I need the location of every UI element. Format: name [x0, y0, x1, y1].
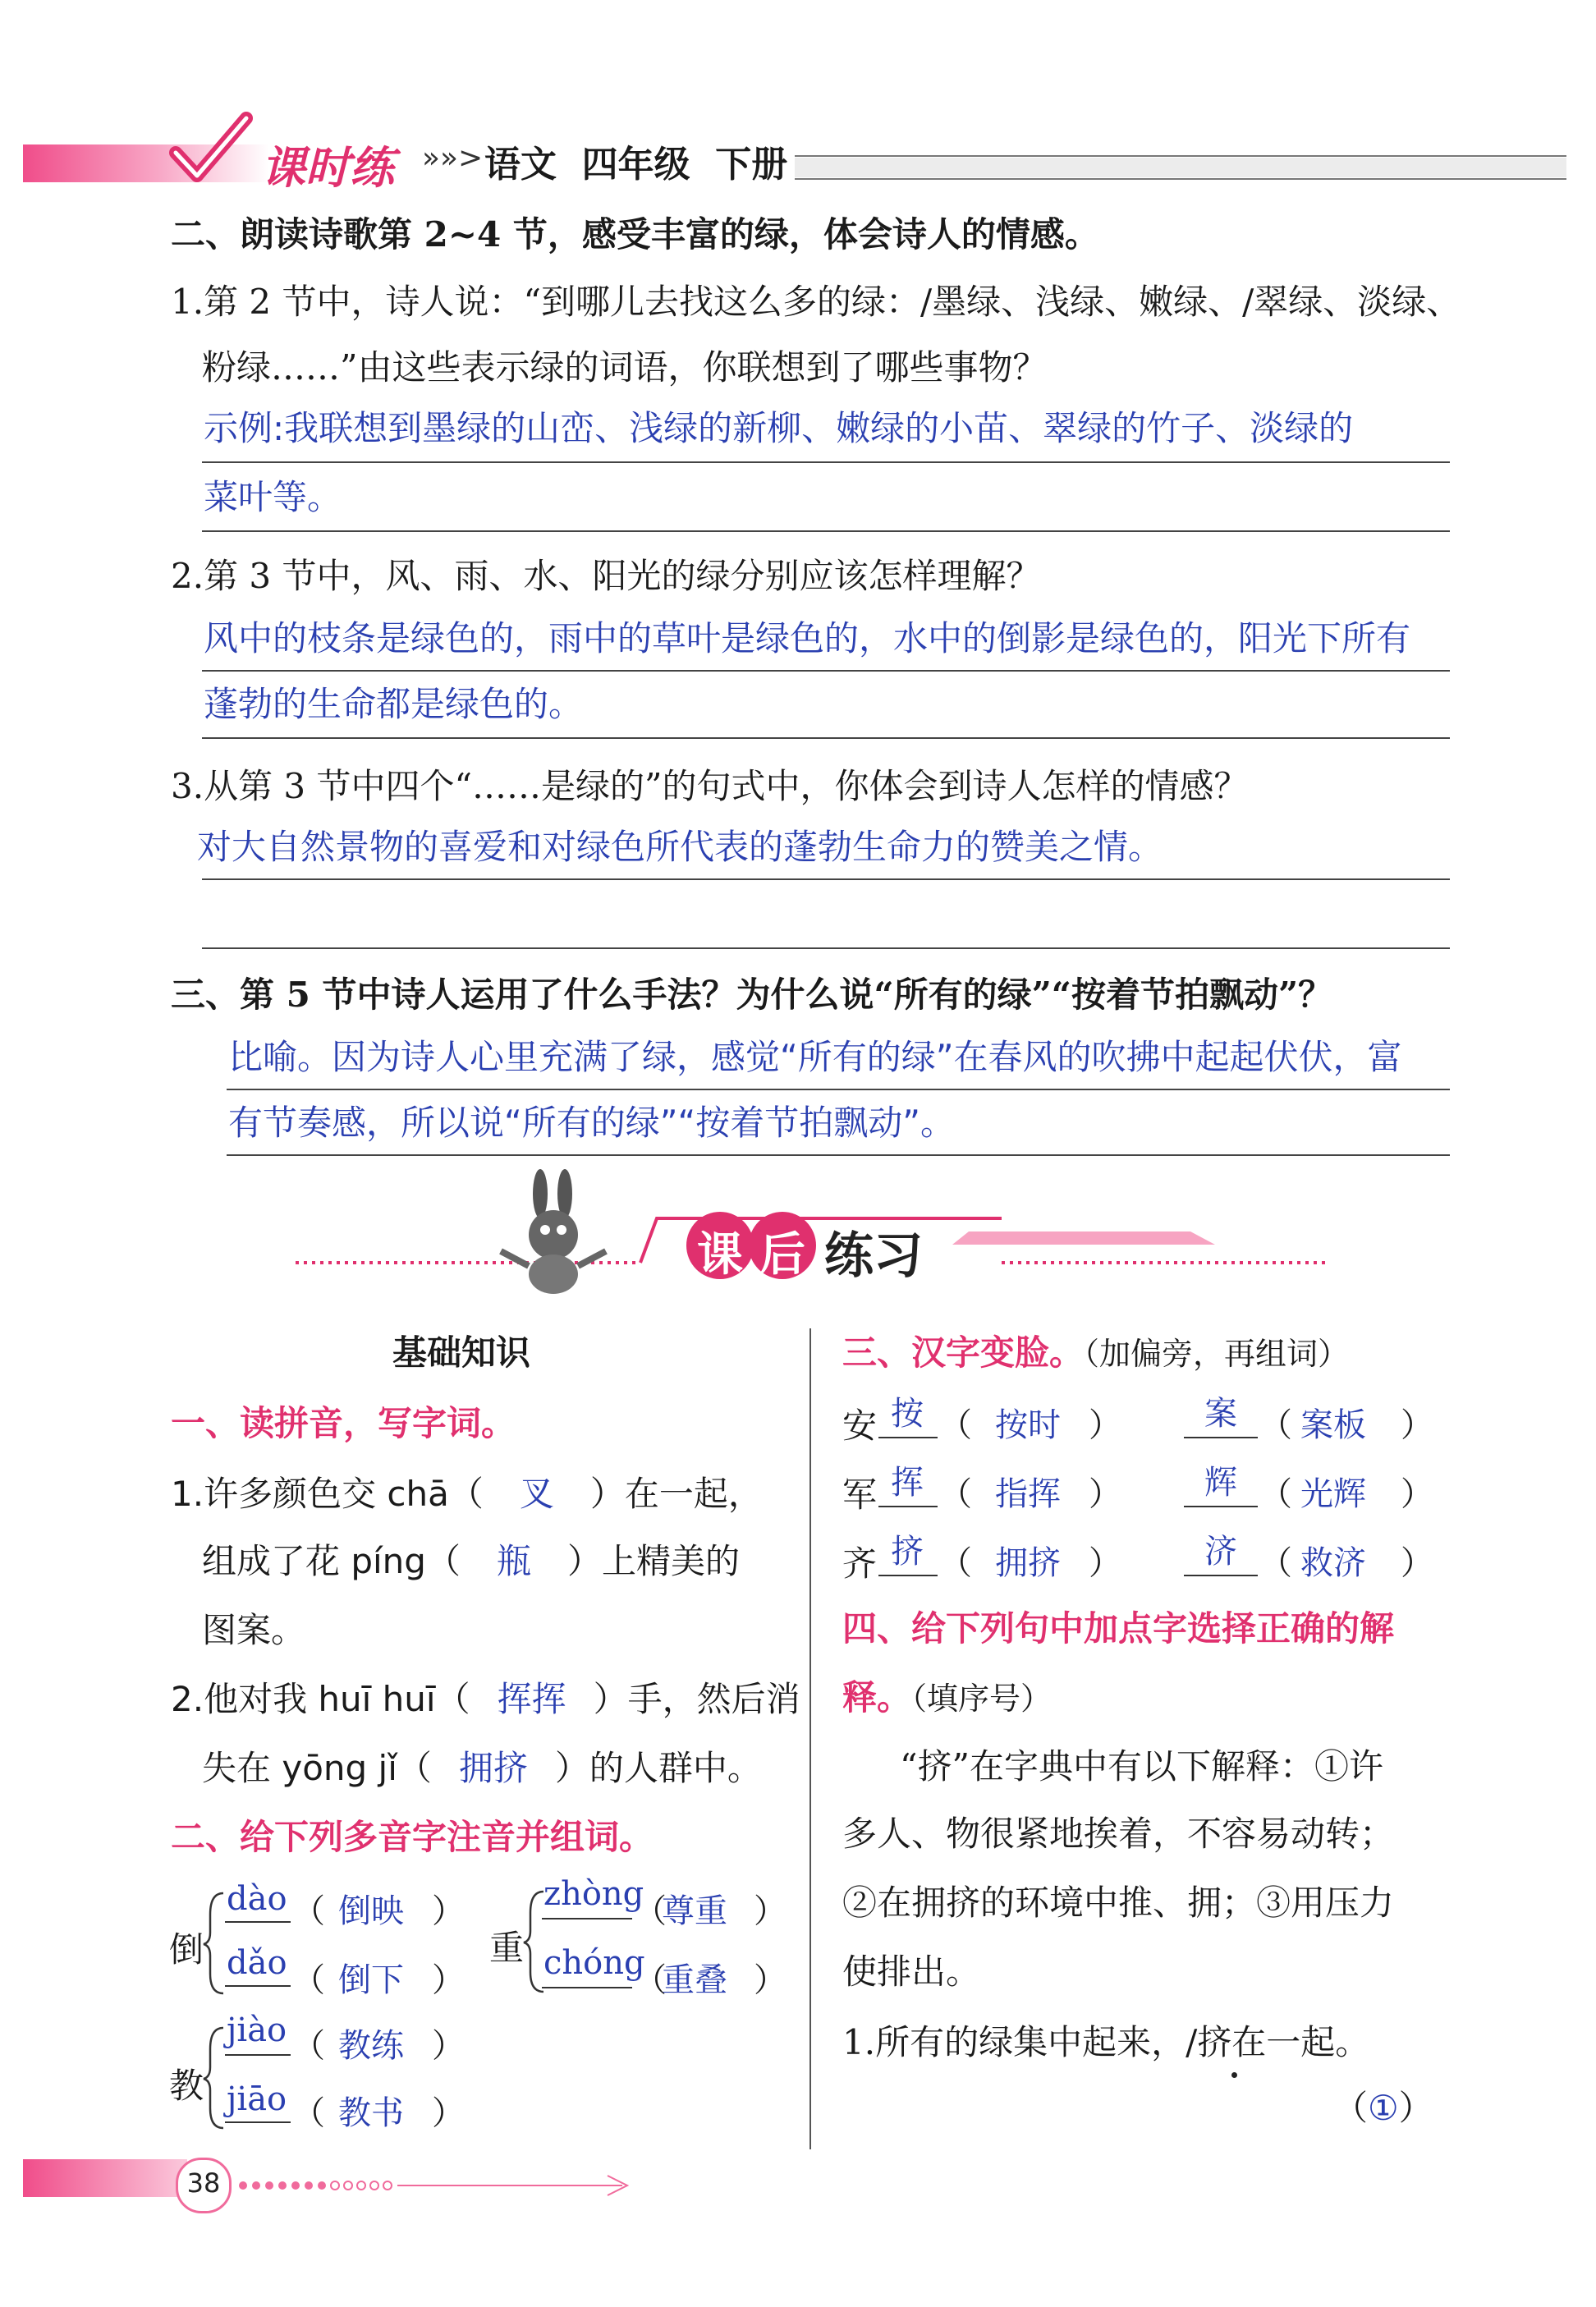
section2-q1-line2: 粉绿……”由这些表示绿的词语，你联想到了哪些事物？	[202, 347, 1048, 388]
fill-word: 拥挤	[995, 1544, 1061, 1582]
paren: ）	[1089, 1544, 1121, 1582]
header-brand: 课时练	[261, 142, 394, 194]
right-q1-answer: ①	[1368, 2088, 1399, 2128]
paren: （	[634, 1961, 667, 1999]
poly-pinyin: dào	[227, 1880, 287, 1918]
base-char: 安	[842, 1406, 878, 1446]
paren: （	[292, 1961, 325, 1999]
answer-line	[227, 1089, 1450, 1090]
paren: （	[939, 1544, 972, 1582]
section2-a1-line1: 示例:我联想到墨绿的山峦、浅绿的新柳、嫩绿的小苗、翠绿的竹子、淡绿的	[204, 408, 1354, 448]
section3-title: 三、第 5 节中诗人运用了什么手法？为什么说“所有的绿”“按着节拍飘动”？	[171, 975, 1333, 1015]
paren: （	[634, 1892, 667, 1930]
paren: （	[292, 1892, 325, 1930]
paren: ）	[754, 1892, 787, 1930]
paren: （	[1259, 1544, 1292, 1582]
right-def-line1: “挤”在字典中有以下解释：①许	[900, 1746, 1383, 1786]
section2-q2: 2.第 3 节中，风、雨、水、阳光的绿分别应该怎样理解？	[171, 556, 1041, 596]
section2-a1-line2: 菜叶等。	[204, 477, 342, 517]
q2-text: 失在 yōng jǐ（	[202, 1748, 432, 1788]
paren: （	[1259, 1406, 1292, 1444]
fill-word: 案板	[1300, 1406, 1366, 1444]
column-divider	[809, 1328, 811, 2149]
paren: （	[1333, 2088, 1369, 2128]
fill-word: 光辉	[1300, 1475, 1366, 1513]
poly-word: 教练	[338, 2027, 404, 2065]
polyphone-group-jiao	[169, 2011, 465, 2143]
base-char: 齐	[842, 1543, 878, 1584]
paren: ）	[1401, 1406, 1433, 1444]
checkmark-logo-icon	[167, 110, 258, 184]
right-s4-note: （填序号）	[911, 1681, 1053, 1717]
fill-char: 济	[1204, 1533, 1237, 1571]
char-change-row	[842, 1456, 1433, 1522]
fill-word: 救济	[1300, 1544, 1366, 1582]
poly-char: 重	[489, 1928, 525, 1968]
section3-a-line2: 有节奏感，所以说“所有的绿”“按着节拍飘动”。	[228, 1103, 956, 1143]
footer-decoration	[23, 2151, 647, 2208]
q2-text: 2.他对我 huī huī（	[171, 1679, 470, 1719]
q2-answer-1: 挥挥	[497, 1679, 566, 1719]
paren: （	[939, 1406, 972, 1444]
poly-word: 重叠	[662, 1961, 727, 1999]
after-class-banner	[296, 1166, 1330, 1305]
answer-line	[202, 737, 1450, 739]
fill-char: 挥	[891, 1464, 924, 1502]
banner-rest: 练习	[824, 1227, 923, 1285]
section2-a3: 对大自然景物的喜爱和对绿色所代表的蓬勃生命力的赞美之情。	[197, 827, 1163, 867]
right-s4-title-row2	[842, 1675, 1052, 1722]
paren: ）	[1089, 1475, 1121, 1513]
section2-a2-line1: 风中的枝条是绿色的，雨中的草叶是绿色的，水中的倒影是绿色的，阳光下所有	[204, 618, 1411, 658]
paren: ）	[1401, 1475, 1433, 1513]
header-subject: 语文 四年级 下册	[484, 144, 788, 186]
char-change-row	[842, 1525, 1433, 1591]
answer-line	[202, 947, 1450, 949]
fill-char: 案	[1204, 1395, 1237, 1433]
answer-line	[227, 1154, 1450, 1156]
paren: （	[1259, 1475, 1292, 1513]
poly-pinyin: zhòng	[543, 1875, 644, 1913]
section2-title: 二、朗读诗歌第 2~4 节，感受丰富的绿，体会诗人的情感。	[171, 214, 1099, 255]
paren: （	[292, 2094, 325, 2132]
section2-q3: 3.从第 3 节中四个“……是绿的”的句式中，你体会到诗人怎样的情感？	[171, 766, 1249, 806]
left-q2-line2	[202, 1745, 762, 1791]
right-q1-answer-row	[1333, 2085, 1433, 2131]
poly-word: 倒映	[338, 1892, 404, 1930]
paren: ）	[432, 2094, 465, 2132]
poly-char: 倒	[169, 1929, 204, 1970]
right-def-line3: ②在拥挤的环境中推、拥；③用压力	[842, 1883, 1395, 1923]
left-q1-line1	[171, 1471, 763, 1517]
q1-text: 组成了花 píng（	[202, 1541, 461, 1581]
polyphone-group-dao	[169, 1880, 465, 2011]
paren: ）	[1401, 1544, 1433, 1582]
footer-bar	[23, 2151, 647, 2208]
q1-text: ）上精美的	[566, 1541, 740, 1581]
q2-text: ）的人群中。	[554, 1748, 762, 1788]
left-q1-line3: 图案。	[202, 1610, 306, 1650]
left-q2-line1	[171, 1676, 800, 1722]
section2-q1-line1: 1.第 2 节中，诗人说：“到哪儿去找这么多的绿：/墨绿、浅绿、嫩绿、/翠绿、淡绿、	[171, 282, 1461, 322]
q1-answer-1: 叉	[519, 1474, 554, 1514]
poly-pinyin: jiāo	[227, 2080, 287, 2118]
header-bar	[23, 138, 1575, 194]
right-s3-note: （加偏旁，再组词）	[1084, 1336, 1350, 1372]
answer-line	[202, 530, 1450, 532]
rabbit-icon	[493, 1169, 616, 1300]
q1-text: 1.许多颜色交 chā（	[171, 1474, 484, 1514]
q2-answer-2: 拥挤	[458, 1748, 528, 1788]
q2-text: ）手，然后消	[593, 1679, 800, 1719]
left-heading: 基础知识	[392, 1332, 531, 1373]
banner-char-1: 课	[697, 1228, 743, 1282]
left-s2-title: 二、给下列多音字注音并组词。	[171, 1817, 654, 1857]
polyphone-group-zhong	[489, 1875, 785, 2007]
right-def-line2: 多人、物很紧地挨着，不容易动转；	[842, 1814, 1395, 1854]
right-def-line4: 使排出。	[842, 1952, 981, 1992]
right-s3-title-row	[842, 1330, 1349, 1377]
poly-word: 倒下	[338, 1961, 404, 1999]
banner-char-2: 后	[759, 1228, 805, 1282]
poly-char: 教	[169, 2066, 204, 2106]
emphasis-dot	[1231, 2072, 1237, 2078]
right-s4-title-1: 四、给下列句中加点字选择正确的解	[842, 1608, 1395, 1649]
char-change-row	[842, 1387, 1433, 1453]
answer-line	[202, 878, 1450, 880]
paren: ）	[432, 1961, 465, 1999]
right-s4-title-2: 释。	[842, 1677, 912, 1718]
section2-a2-line2: 蓬勃的生命都是绿色的。	[204, 684, 584, 724]
section3-a-line1: 比喻。因为诗人心里充满了绿，感觉“所有的绿”在春风的吹拂中起起伏伏，富	[228, 1037, 1402, 1077]
right-s3-title: 三、汉字变脸。	[842, 1332, 1085, 1373]
base-char: 军	[842, 1475, 878, 1515]
paren: ）	[432, 1892, 465, 1930]
q1-answer-2: 瓶	[496, 1541, 531, 1581]
poly-pinyin: jiào	[227, 2011, 287, 2049]
poly-pinyin: chóng	[543, 1944, 645, 1982]
left-q1-line2	[202, 1539, 740, 1585]
fill-word: 按时	[995, 1406, 1061, 1444]
q1-text: ）在一起，	[589, 1474, 763, 1514]
fill-char: 挤	[891, 1533, 924, 1571]
brace-icon	[202, 2025, 227, 2131]
paren: （	[292, 2027, 325, 2065]
paren: ）	[1398, 2088, 1433, 2128]
poly-pinyin: dǎo	[227, 1944, 287, 1982]
page-number: 38	[186, 2167, 221, 2199]
paren: ）	[432, 2027, 465, 2065]
paren: （	[939, 1475, 972, 1513]
paren: ）	[754, 1961, 787, 1999]
right-q1: 1.所有的绿集中起来，/挤在一起。	[842, 2022, 1370, 2062]
fill-char: 按	[891, 1395, 924, 1433]
left-s1-title: 一、读拼音，写字词。	[171, 1403, 516, 1443]
header-arrows: »»>	[422, 141, 484, 175]
answer-line	[202, 461, 1450, 463]
answer-line	[202, 670, 1450, 672]
fill-word: 指挥	[995, 1475, 1061, 1513]
paren: ）	[1089, 1406, 1121, 1444]
fill-char: 辉	[1204, 1464, 1237, 1502]
poly-word: 尊重	[662, 1892, 727, 1930]
brace-icon	[202, 1890, 227, 1997]
poly-word: 教书	[338, 2094, 404, 2132]
